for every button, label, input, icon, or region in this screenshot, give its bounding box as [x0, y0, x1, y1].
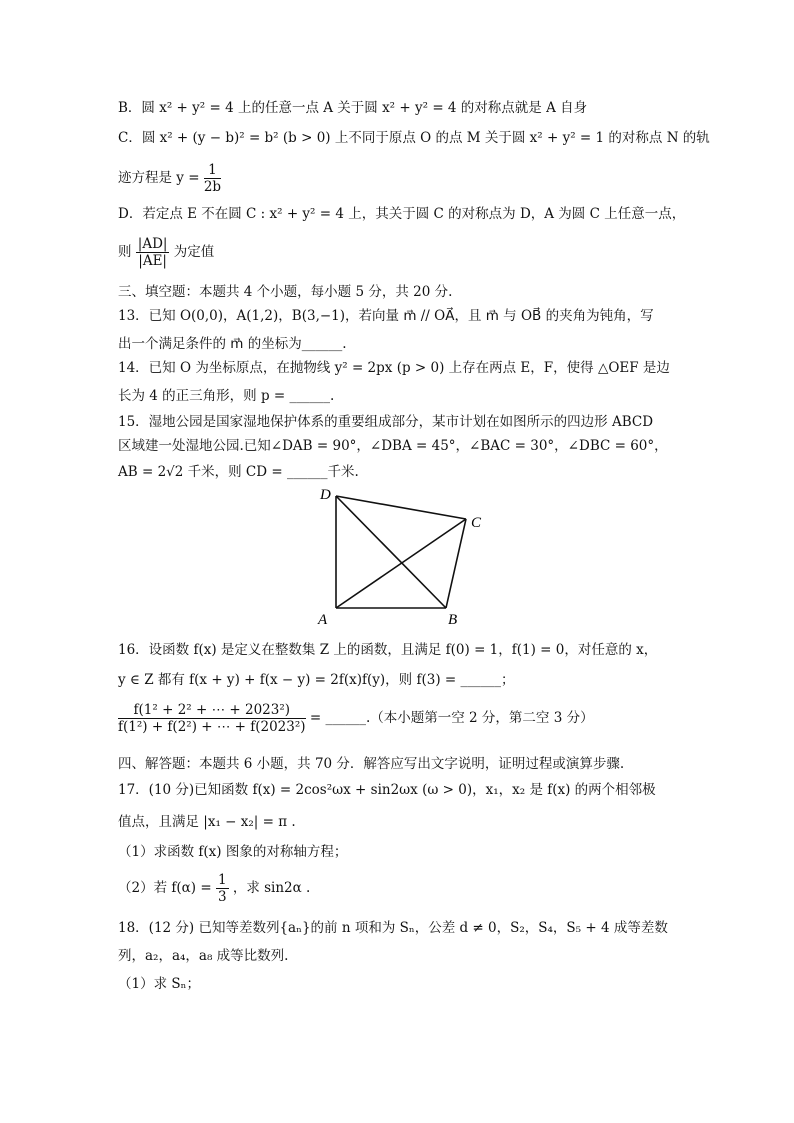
q17-part2-suffix: ，求 sin2α . — [232, 880, 311, 896]
section4-heading: 四、解答题：本题共 6 小题，共 70 分．解答应写出文字说明，证明过程或演算步骤. — [118, 756, 625, 772]
label-b: B — [448, 612, 458, 628]
quadrilateral-figure — [310, 484, 500, 629]
q16-line3-suffix: = ______.（本小题第一空 2 分，第二空 3 分） — [309, 710, 594, 726]
q15-line1: 15．湿地公园是国家湿地保护体系的重要组成部分，某市计划在如图所示的四边形 ABCD — [118, 414, 654, 430]
section3-heading: 三、填空题：本题共 4 个小题，每小题 5 分，共 20 分. — [118, 284, 453, 300]
q16-fraction-num: f(1² + 2² + ⋯ + 2023²) — [118, 702, 306, 719]
q17-part2-prefix: （2）若 f(α) = — [118, 880, 212, 896]
option-c-fraction-den: 2b — [203, 179, 222, 195]
option-c-fraction-num: 1 — [204, 162, 221, 179]
edge-bc — [446, 519, 466, 608]
q16-line2: y ∈ Z 都有 f(x + y) + f(x − y) = 2f(x)f(y)，则 f(3) = ______； — [118, 672, 515, 688]
label-a: A — [318, 612, 328, 628]
q16-line3 — [118, 696, 714, 740]
option-c-line2 — [118, 158, 714, 198]
q17-part2-den: 3 — [217, 889, 227, 905]
q14-line1: 14．已知 O 为坐标原点，在抛物线 y² = 2px (p > 0) 上存在两点 E，F，使得 △OEF 是边 — [118, 360, 670, 376]
option-d-fraction-den: |AE| — [138, 253, 167, 269]
q18-line2: 列，a₂，a₄，a₈ 成等比数列. — [118, 948, 289, 964]
q18-part1: （1）求 Sₙ； — [118, 976, 200, 992]
q17-line2: 值点，且满足 |x₁ − x₂| = π . — [118, 814, 296, 830]
option-d-suffix: 为定值 — [173, 244, 215, 260]
q17-part2 — [118, 868, 714, 908]
q13-line1: 13．已知 O(0,0)，A(1,2)，B(3,−1)，若向量 m⃗ // OA⃗，且 m⃗ 与 OB⃗ 的夹角为钝角，写 — [118, 308, 654, 324]
option-c-line1: C．圆 x² + (y − b)² = b² (b > 0) 上不同于原点 O 的点 M 关于圆 x² + y² = 1 的对称点 N 的轨 — [118, 130, 710, 146]
q18-line1: 18．(12 分) 已知等差数列{aₙ}的前 n 项和为 Sₙ，公差 d ≠ 0，S₂，S₄，S₅ + 4 成等差数 — [118, 920, 668, 936]
diagonal-ac — [336, 519, 466, 608]
label-c: C — [471, 515, 482, 531]
option-d-line1: D．若定点 E 不在圆 C : x² + y² = 4 上，其关于圆 C 的对称点为 D，A 为圆 C 上任意一点， — [118, 206, 686, 222]
q13-line2: 出一个满足条件的 m⃗ 的坐标为______. — [118, 336, 347, 352]
q17-part2-num: 1 — [217, 872, 227, 888]
option-d-fraction — [136, 236, 170, 269]
q17-line1: 17．(10 分)已知函数 f(x) = 2cos²ωx + sin2ωx (ω > 0)，x₁，x₂ 是 f(x) 的两个相邻极 — [118, 782, 656, 798]
option-c-line2-text: 迹方程是 y = — [118, 170, 200, 186]
q16-fraction-den: f(1²) + f(2²) + ⋯ + f(2023²) — [118, 719, 306, 735]
q15-line2: 区域建一处湿地公园.已知∠DAB = 90°，∠DBA = 45°，∠BAC = 30°，∠DBC = 60°， — [118, 438, 668, 454]
option-b: B．圆 x² + y² = 4 上的任意一点 A 关于圆 x² + y² = 4 的对称点就是 A 自身 — [118, 100, 588, 116]
option-c-fraction — [204, 162, 221, 195]
q16-fraction — [118, 702, 306, 735]
q17-part2-fraction — [216, 872, 229, 905]
q14-line2: 长为 4 的正三角形，则 p = ______. — [118, 388, 335, 404]
q16-line1: 16．设函数 f(x) 是定义在整数集 Z 上的函数，且满足 f(0) = 1，f(1) = 0，对任意的 x， — [118, 642, 658, 658]
q17-part1: （1）求函数 f(x) 图象的对称轴方程； — [118, 844, 348, 860]
option-d-fraction-num: |AD| — [137, 236, 168, 252]
label-d: D — [320, 487, 331, 503]
q15-line3: AB = 2√2 千米，则 CD = ______千米. — [118, 464, 359, 480]
option-d-line2 — [118, 232, 714, 272]
option-d-prefix: 则 — [118, 244, 132, 260]
